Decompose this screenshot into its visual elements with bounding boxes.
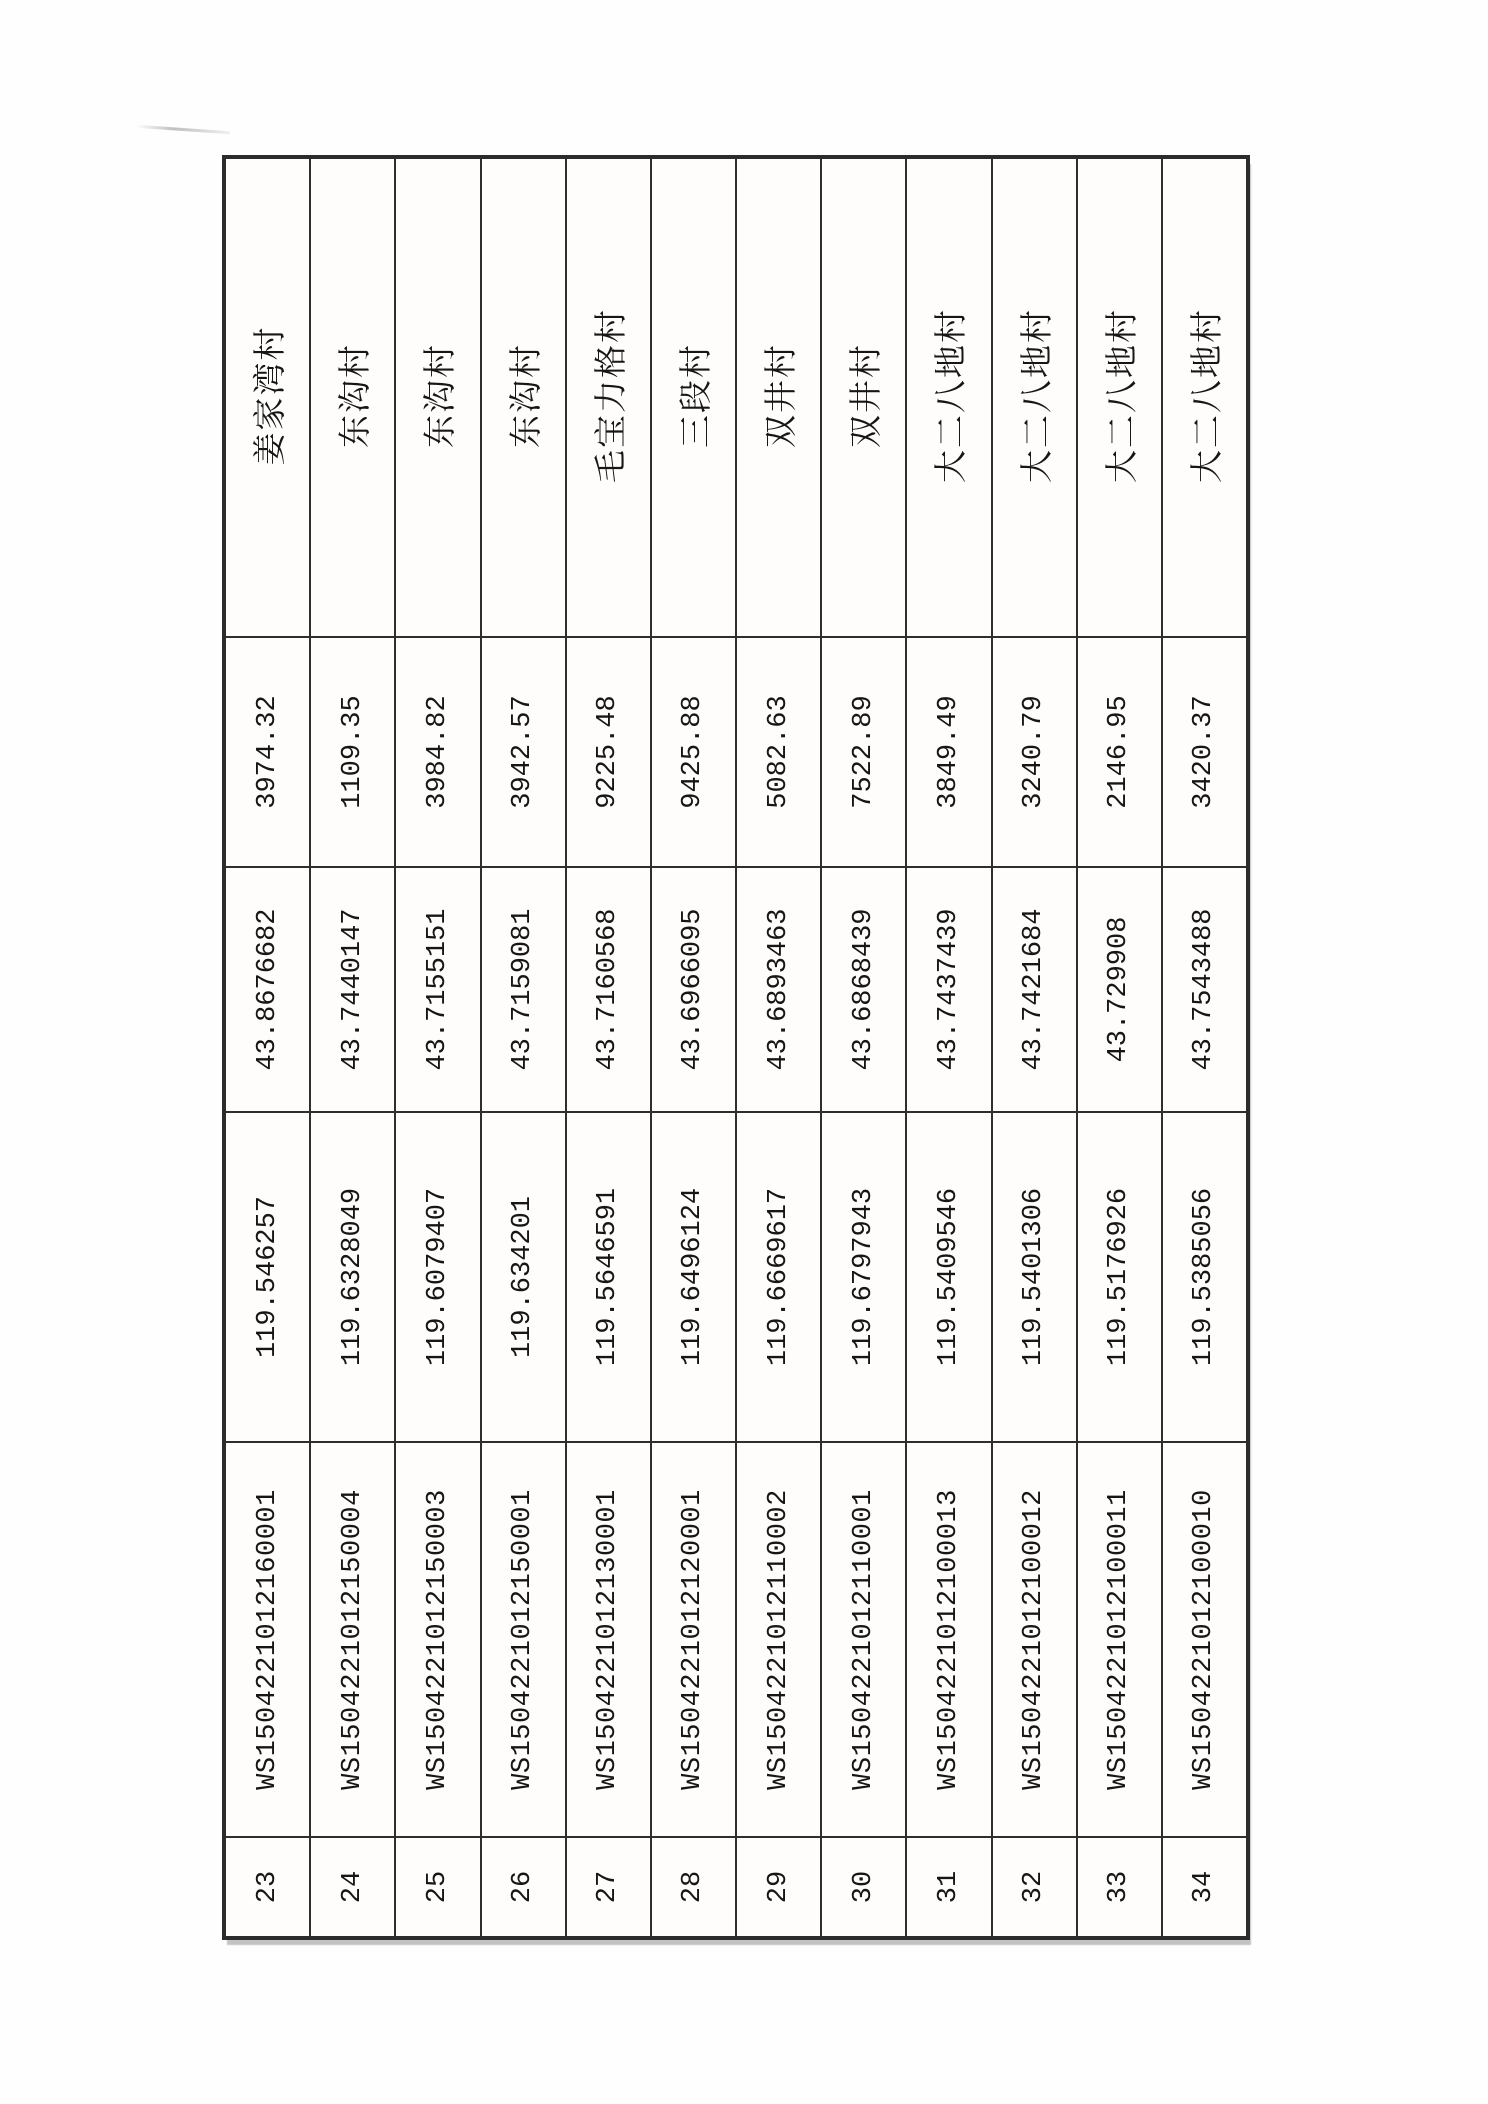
table-row (1163, 159, 1246, 1936)
cell-longitude: 119.6797943 (822, 1111, 905, 1441)
cell-village: 双井村 (764, 343, 801, 448)
cell-village: 大二八地村 (1104, 308, 1141, 483)
table-row (567, 159, 652, 1936)
cell-code: WS1504221012100013 (907, 1441, 990, 1836)
cell-code: WS1504221012110001 (822, 1441, 905, 1836)
cell-latitude: 43.7159081 (482, 866, 565, 1111)
cell-village: 三段村 (678, 343, 715, 448)
cell-latitude: 43.6893463 (737, 866, 820, 1111)
table-row (737, 159, 822, 1936)
cell-latitude: 43.7437439 (907, 866, 990, 1111)
cell-latitude: 43.7543488 (1163, 866, 1246, 1111)
data-table (222, 155, 1250, 1940)
cell-latitude: 43.7155151 (396, 866, 479, 1111)
cell-code: WS1504221012100011 (1078, 1441, 1161, 1836)
cell-area: 7522.89 (822, 636, 905, 866)
cell-area: 3984.82 (396, 636, 479, 866)
cell-code: WS1504221012110002 (737, 1441, 820, 1836)
cell-area: 2146.95 (1078, 636, 1161, 866)
cell-longitude: 119.6669617 (737, 1111, 820, 1441)
cell-area: 9425.88 (652, 636, 735, 866)
cell-index: 31 (907, 1836, 990, 1936)
table-row (396, 159, 481, 1936)
cell-index: 28 (652, 1836, 735, 1936)
cell-code: WS1504221012150001 (482, 1441, 565, 1836)
cell-longitude: 119.6079407 (396, 1111, 479, 1441)
cell-index: 24 (311, 1836, 394, 1936)
cell-code: WS1504221012100012 (993, 1441, 1076, 1836)
cell-village: 大二八地村 (1189, 308, 1226, 483)
cell-index: 27 (567, 1836, 650, 1936)
cell-area: 3942.57 (482, 636, 565, 866)
cell-latitude: 43.8676682 (226, 866, 309, 1111)
cell-longitude: 119.634201 (482, 1111, 565, 1441)
table-row (907, 159, 992, 1936)
cell-longitude: 119.6328049 (311, 1111, 394, 1441)
table-row (822, 159, 907, 1936)
cell-longitude: 119.5176926 (1078, 1111, 1161, 1441)
cell-latitude: 43.7421684 (993, 866, 1076, 1111)
cell-village: 东沟村 (508, 343, 545, 448)
table-row (652, 159, 737, 1936)
cell-longitude: 119.5385056 (1163, 1111, 1246, 1441)
rotated-table-wrap (222, 155, 1250, 1940)
cell-longitude: 119.546257 (226, 1111, 309, 1441)
cell-code: WS1504221012130001 (567, 1441, 650, 1836)
cell-area: 9225.48 (567, 636, 650, 866)
cell-latitude: 43.6966095 (652, 866, 735, 1111)
cell-latitude: 43.7160568 (567, 866, 650, 1111)
cell-village: 双井村 (849, 343, 886, 448)
cell-index: 25 (396, 1836, 479, 1936)
cell-code: WS1504221012120001 (652, 1441, 735, 1836)
cell-code: WS1504221012100010 (1163, 1441, 1246, 1836)
table-row (482, 159, 567, 1936)
cell-area: 3849.49 (907, 636, 990, 866)
cell-longitude: 119.6496124 (652, 1111, 735, 1441)
cell-area: 5082.63 (737, 636, 820, 866)
cell-village: 大二八地村 (1019, 308, 1056, 483)
scan-streak (136, 125, 230, 135)
cell-latitude: 43.7440147 (311, 866, 394, 1111)
cell-index: 34 (1163, 1836, 1246, 1936)
cell-longitude: 119.5401306 (993, 1111, 1076, 1441)
cell-latitude: 43.6868439 (822, 866, 905, 1111)
table-row (1078, 159, 1163, 1936)
table-row (993, 159, 1078, 1936)
cell-village: 姜家湾村 (253, 325, 290, 466)
cell-village: 东沟村 (423, 343, 460, 448)
cell-code: WS1504221012150003 (396, 1441, 479, 1836)
cell-village: 大二八地村 (934, 308, 971, 483)
cell-area: 1109.35 (311, 636, 394, 866)
cell-village: 毛宝力格村 (593, 308, 630, 483)
cell-area: 3420.37 (1163, 636, 1246, 866)
table-row (311, 159, 396, 1936)
cell-index: 30 (822, 1836, 905, 1936)
cell-index: 33 (1078, 1836, 1161, 1936)
cell-longitude: 119.5409546 (907, 1111, 990, 1441)
cell-latitude: 43.729908 (1078, 866, 1161, 1111)
cell-code: WS1504221012150004 (311, 1441, 394, 1836)
cell-code: WS1504221012160001 (226, 1441, 309, 1836)
cell-index: 32 (993, 1836, 1076, 1936)
cell-village: 东沟村 (338, 343, 375, 448)
cell-index: 29 (737, 1836, 820, 1936)
cell-longitude: 119.5646591 (567, 1111, 650, 1441)
cell-area: 3974.32 (226, 636, 309, 866)
table-row (226, 159, 311, 1936)
cell-index: 23 (226, 1836, 309, 1936)
cell-index: 26 (482, 1836, 565, 1936)
cell-area: 3240.79 (993, 636, 1076, 866)
